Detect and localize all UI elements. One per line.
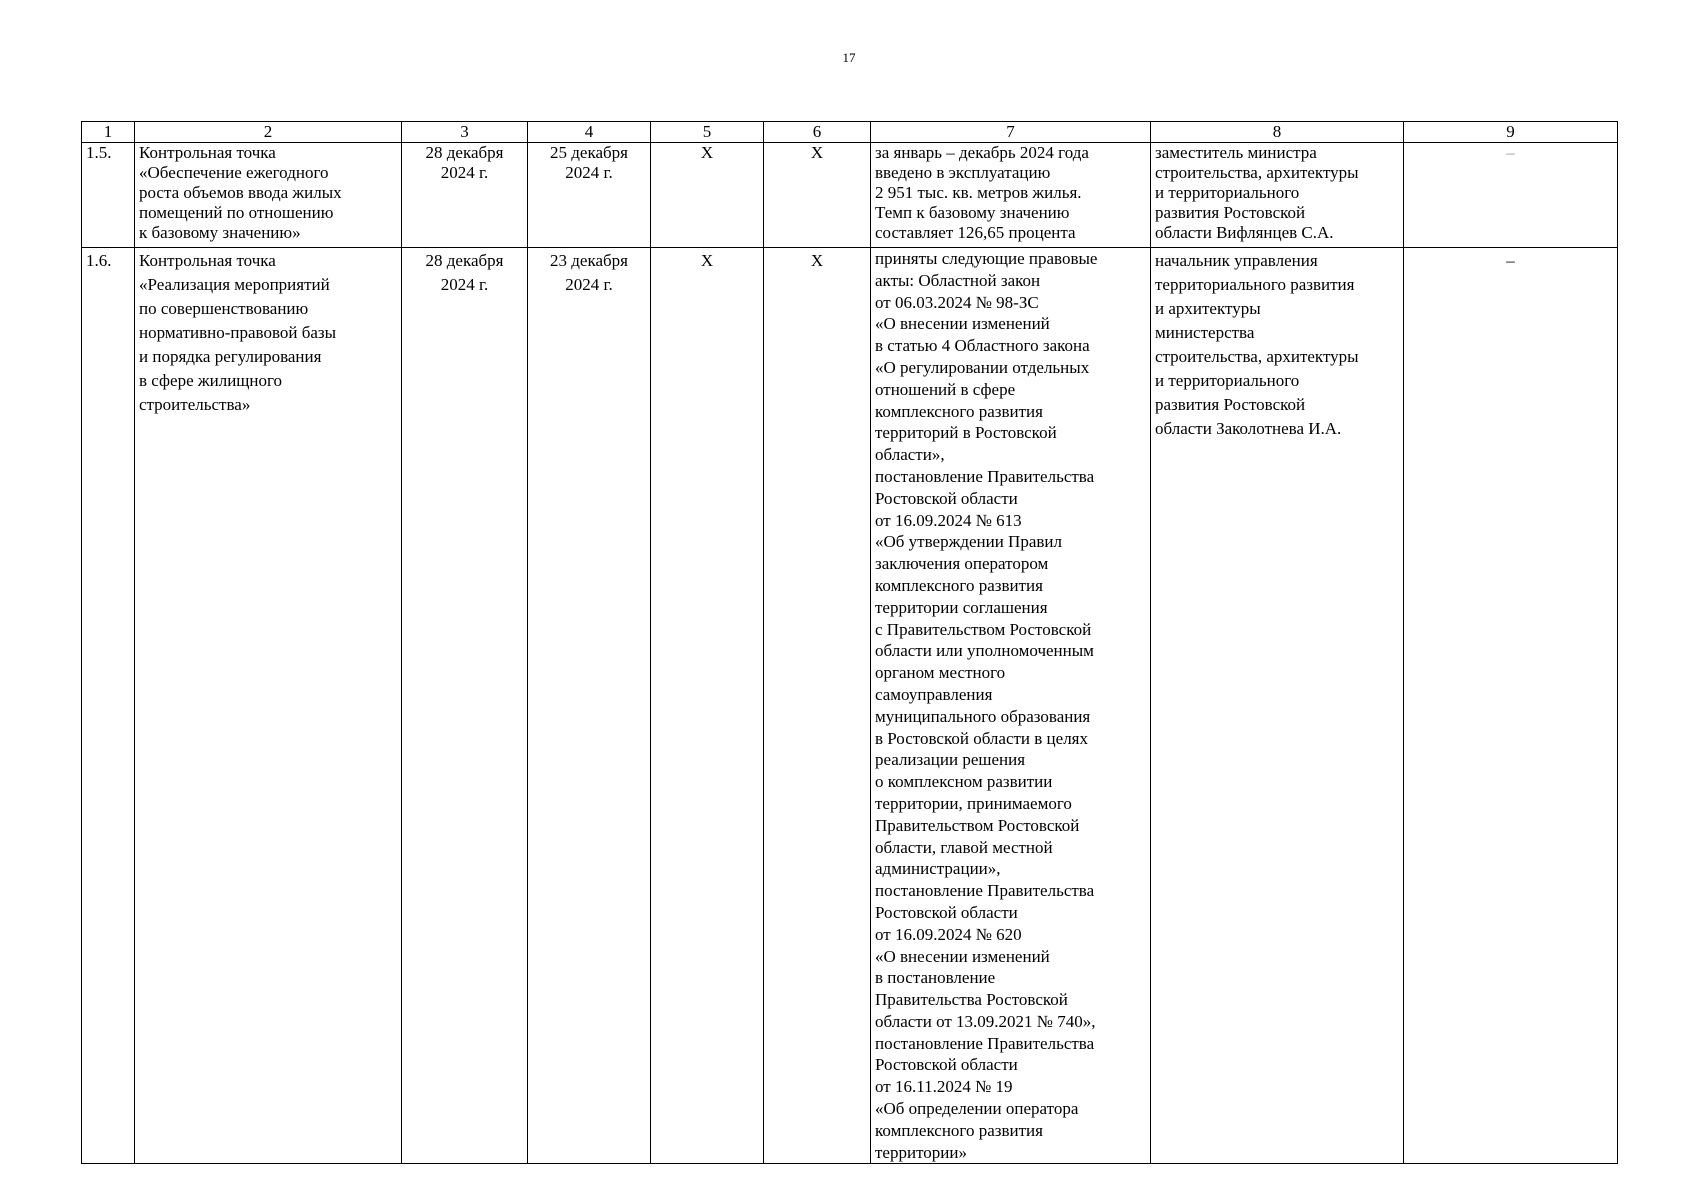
text-line: муниципального образования <box>875 706 1091 726</box>
text-line: комплексного развития <box>875 401 1043 421</box>
text-line: введено в эксплуатацию <box>875 163 1051 182</box>
text-line: нормативно-правовой базы <box>139 323 337 342</box>
header-row <box>82 122 1618 143</box>
text-line: по совершенствованию <box>139 299 309 318</box>
table-row <box>82 143 1618 248</box>
control-point-name <box>135 248 402 1164</box>
text-line: 2024 г. <box>440 163 489 182</box>
row-number: 1.6. <box>82 248 135 1164</box>
text-line: и территориального <box>1155 183 1300 202</box>
planned-date <box>402 143 528 248</box>
text-line: отношений в сфере <box>875 379 1016 399</box>
text-line: области или уполномоченным <box>875 641 1094 661</box>
header-cell-7: 7 <box>871 122 1151 143</box>
text-line: комплексного развития <box>875 1120 1043 1140</box>
actual-date <box>528 248 651 1164</box>
text-line: постановление Правительства <box>875 466 1095 486</box>
header-cell-5: 5 <box>651 122 764 143</box>
text-line: постановление Правительства <box>875 1033 1095 1053</box>
table-row <box>82 248 1618 1164</box>
text-line: в Ростовской области в целях <box>875 728 1088 748</box>
text-line: строительства» <box>139 395 251 414</box>
row-number: 1.5. <box>82 143 135 248</box>
control-point-name <box>135 143 402 248</box>
text-line: территорий в Ростовской <box>875 423 1057 443</box>
header-cell-2: 2 <box>135 122 402 143</box>
text-line: «Об определении оператора <box>875 1099 1079 1119</box>
text-line: 2024 г. <box>440 275 489 294</box>
text-line: реализации решения <box>875 750 1026 770</box>
header-cell-8: 8 <box>1151 122 1404 143</box>
text-line: Правительства Ростовской <box>875 990 1068 1010</box>
text-line: Ростовской области <box>875 902 1018 922</box>
text-line: 2 951 тыс. кв. метров жилья. <box>875 183 1082 202</box>
column-6-mark: Х <box>764 248 871 1164</box>
report-table <box>81 121 1618 1164</box>
column-6-mark: Х <box>764 143 871 248</box>
text-line: Контрольная точка <box>139 251 276 270</box>
text-line: «Реализация мероприятий <box>139 275 330 294</box>
text-line: в статью 4 Областного закона <box>875 336 1090 356</box>
text-line: развития Ростовской <box>1155 203 1306 222</box>
text-line: территории, принимаемого <box>875 793 1072 813</box>
column-9-dash: – <box>1404 143 1618 248</box>
text-line: «О регулировании отдельных <box>875 357 1090 377</box>
result-description <box>871 248 1151 1164</box>
text-line: Темп к базовому значению <box>875 203 1070 222</box>
header-cell-3: 3 <box>402 122 528 143</box>
text-line: от 16.09.2024 № 613 <box>875 510 1022 530</box>
text-line: области Заколотнева И.А. <box>1155 419 1342 438</box>
text-line: 2024 г. <box>565 275 613 294</box>
text-line: и территориального <box>1155 371 1300 390</box>
text-line: 25 декабря <box>550 143 628 162</box>
text-line: области, главой местной <box>875 837 1053 857</box>
text-line: помещений по отношению <box>139 203 334 222</box>
header-cell-4: 4 <box>528 122 651 143</box>
text-line: «Об утверждении Правил <box>875 532 1062 552</box>
header-cell-9: 9 <box>1404 122 1618 143</box>
planned-date <box>402 248 528 1164</box>
text-line: территориального развития <box>1155 275 1355 294</box>
text-line: акты: Областной закон <box>875 270 1041 290</box>
text-line: заключения оператором <box>875 554 1049 574</box>
text-line: «Обеспечение ежегодного <box>139 163 329 182</box>
text-line: роста объемов ввода жилых <box>139 183 342 202</box>
text-line: области», <box>875 445 945 465</box>
text-line: и архитектуры <box>1155 299 1261 318</box>
column-5-mark: Х <box>651 143 764 248</box>
text-line: 28 декабря <box>425 143 504 162</box>
text-line: и порядка регулирования <box>139 347 322 366</box>
text-line: комплексного развития <box>875 575 1043 595</box>
text-line: от 16.09.2024 № 620 <box>875 924 1022 944</box>
text-line: с Правительством Ростовской <box>875 619 1092 639</box>
text-line: Контрольная точка <box>139 143 276 162</box>
text-line: от 06.03.2024 № 98-ЗС <box>875 292 1039 312</box>
text-line: Правительством Ростовской <box>875 815 1080 835</box>
text-line: территории» <box>875 1142 967 1162</box>
text-line: 23 декабря <box>550 251 628 270</box>
text-line: самоуправления <box>875 684 993 704</box>
header-cell-1: 1 <box>82 122 135 143</box>
text-line: 2024 г. <box>565 163 613 182</box>
column-5-mark: Х <box>651 248 764 1164</box>
text-line: в сфере жилищного <box>139 371 283 390</box>
actual-date <box>528 143 651 248</box>
text-line: постановление Правительства <box>875 881 1095 901</box>
result-description <box>871 143 1151 248</box>
text-line: приняты следующие правовые <box>875 249 1098 268</box>
text-line: строительства, архитектуры <box>1155 163 1359 182</box>
text-line: к базовому значению» <box>139 223 301 242</box>
text-line: о комплексном развитии <box>875 772 1053 792</box>
text-line: Ростовской области <box>875 488 1018 508</box>
responsible-person <box>1151 143 1404 248</box>
text-line: 28 декабря <box>425 251 504 270</box>
text-line: администрации», <box>875 859 1001 879</box>
text-line: в постановление <box>875 968 996 988</box>
text-line: от 16.11.2024 № 19 <box>875 1077 1013 1097</box>
text-line: министерства <box>1155 323 1255 342</box>
text-line: области от 13.09.2021 № 740», <box>875 1011 1096 1031</box>
text-line: строительства, архитектуры <box>1155 347 1359 366</box>
text-line: за январь – декабрь 2024 года <box>875 143 1089 162</box>
text-line: «О внесении изменений <box>875 946 1050 966</box>
text-line: «О внесении изменений <box>875 314 1050 334</box>
responsible-person <box>1151 248 1404 1164</box>
text-line: органом местного <box>875 663 1006 683</box>
text-line: территории соглашения <box>875 597 1048 617</box>
text-line: развития Ростовской <box>1155 395 1306 414</box>
text-line: составляет 126,65 процента <box>875 223 1076 242</box>
column-9-dash: – <box>1404 248 1618 1164</box>
text-line: области Вифлянцев С.А. <box>1155 223 1334 242</box>
header-cell-6: 6 <box>764 122 871 143</box>
text-line: заместитель министра <box>1155 143 1317 162</box>
text-line: Ростовской области <box>875 1055 1018 1075</box>
text-line: начальник управления <box>1155 251 1318 270</box>
page-number: 17 <box>842 50 856 65</box>
